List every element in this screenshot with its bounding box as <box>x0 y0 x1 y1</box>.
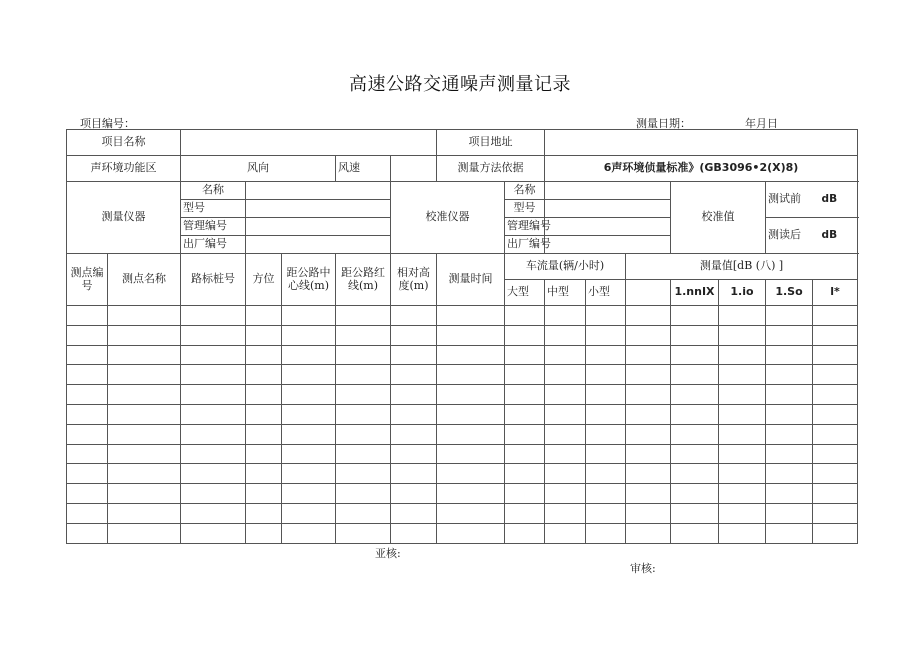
table-cell[interactable] <box>67 365 108 385</box>
table-cell[interactable] <box>437 306 505 326</box>
table-cell[interactable] <box>505 385 545 405</box>
table-cell[interactable] <box>108 365 181 385</box>
table-cell[interactable] <box>282 385 336 405</box>
table-cell[interactable] <box>813 404 858 424</box>
instrument-field: 管理编号 <box>181 218 246 236</box>
table-cell[interactable] <box>336 523 391 543</box>
col-traffic-medium: 中型 <box>545 280 586 306</box>
calib-before-label: 测试前 <box>768 192 801 206</box>
table-cell[interactable] <box>671 404 719 424</box>
table-cell[interactable] <box>505 365 545 385</box>
table-cell[interactable] <box>108 325 181 345</box>
table-cell[interactable] <box>391 484 437 504</box>
table-cell[interactable] <box>813 345 858 365</box>
table-row <box>67 365 858 385</box>
table-cell[interactable] <box>181 385 246 405</box>
table-cell[interactable] <box>246 306 282 326</box>
table-cell[interactable] <box>282 365 336 385</box>
calib-instrument-value[interactable] <box>545 200 671 218</box>
table-cell[interactable] <box>586 404 626 424</box>
table-cell[interactable] <box>391 404 437 424</box>
table-cell[interactable] <box>719 325 766 345</box>
table-cell[interactable] <box>282 444 336 464</box>
table-cell[interactable] <box>545 484 586 504</box>
table-cell[interactable] <box>586 345 626 365</box>
table-cell[interactable] <box>437 503 505 523</box>
col-measured-sub: 1.nnIX <box>671 280 719 306</box>
calib-instrument-value[interactable] <box>545 236 671 254</box>
calib-before[interactable] <box>766 182 858 218</box>
table-cell[interactable] <box>766 444 813 464</box>
table-cell[interactable] <box>766 503 813 523</box>
table-cell[interactable] <box>671 484 719 504</box>
table-cell[interactable] <box>181 523 246 543</box>
table-cell[interactable] <box>181 464 246 484</box>
calib-after-unit: dB <box>821 229 838 242</box>
table-cell[interactable] <box>719 365 766 385</box>
table-cell[interactable] <box>67 484 108 504</box>
instrument-field: 名称 <box>181 182 246 200</box>
calib-after-label: 测读后 <box>768 228 801 242</box>
table-cell[interactable] <box>282 464 336 484</box>
table-cell[interactable] <box>545 444 586 464</box>
table-cell[interactable] <box>108 306 181 326</box>
table-cell[interactable] <box>246 484 282 504</box>
table-cell[interactable] <box>766 404 813 424</box>
table-cell[interactable] <box>671 424 719 444</box>
table-cell[interactable] <box>766 484 813 504</box>
table-cell[interactable] <box>67 444 108 464</box>
table-cell[interactable] <box>336 484 391 504</box>
table-cell[interactable] <box>246 424 282 444</box>
table-cell[interactable] <box>437 424 505 444</box>
table-cell[interactable] <box>766 306 813 326</box>
table-cell[interactable] <box>586 484 626 504</box>
table-cell[interactable] <box>626 523 671 543</box>
table-cell[interactable] <box>626 444 671 464</box>
table-cell[interactable] <box>181 444 246 464</box>
table-cell[interactable] <box>813 325 858 345</box>
table-cell[interactable] <box>437 523 505 543</box>
table-cell[interactable] <box>336 424 391 444</box>
table-cell[interactable] <box>108 404 181 424</box>
table-cell[interactable] <box>505 484 545 504</box>
table-cell[interactable] <box>181 484 246 504</box>
table-cell[interactable] <box>586 503 626 523</box>
table-cell[interactable] <box>181 404 246 424</box>
table-cell[interactable] <box>181 424 246 444</box>
table-cell[interactable] <box>505 424 545 444</box>
calib-instrument-value[interactable] <box>545 218 671 236</box>
table-cell[interactable] <box>766 365 813 385</box>
table-row <box>67 385 858 405</box>
table-cell[interactable] <box>626 404 671 424</box>
table-cell[interactable] <box>246 325 282 345</box>
table-cell[interactable] <box>671 523 719 543</box>
calib-instrument-field: 型号 <box>505 200 545 218</box>
wind-speed-label: 风速 <box>336 156 391 182</box>
table-cell[interactable] <box>671 365 719 385</box>
table-cell[interactable] <box>108 345 181 365</box>
table-cell[interactable] <box>719 345 766 365</box>
calib-instrument-field: 名称 <box>505 182 545 200</box>
table-cell[interactable] <box>545 325 586 345</box>
table-cell[interactable] <box>719 424 766 444</box>
col-measured-sub: 1.io <box>719 280 766 306</box>
table-cell[interactable] <box>813 464 858 484</box>
measure-date-label: 测量日期： <box>636 117 691 130</box>
table-cell[interactable] <box>246 464 282 484</box>
table-cell[interactable] <box>336 503 391 523</box>
table-cell[interactable] <box>505 404 545 424</box>
calib-after[interactable] <box>766 218 858 254</box>
table-cell[interactable] <box>181 325 246 345</box>
table-cell[interactable] <box>626 464 671 484</box>
table-cell[interactable] <box>545 404 586 424</box>
table-cell[interactable] <box>505 503 545 523</box>
calib-value-label: 校准值 <box>671 182 766 254</box>
table-cell[interactable] <box>505 523 545 543</box>
project-address-value[interactable] <box>545 130 858 156</box>
calib-instrument-value[interactable] <box>545 182 671 200</box>
wind-direction-label: 风向 <box>181 156 336 182</box>
table-cell[interactable] <box>67 464 108 484</box>
table-cell[interactable] <box>391 523 437 543</box>
instrument-field: 出厂编号 <box>181 236 246 254</box>
date-format-label: 年月日 <box>745 117 778 130</box>
table-cell[interactable] <box>282 503 336 523</box>
table-cell[interactable] <box>67 523 108 543</box>
calib-instrument-label: 校准仪器 <box>391 182 505 254</box>
table-cell[interactable] <box>282 306 336 326</box>
table-cell[interactable] <box>391 365 437 385</box>
table-cell[interactable] <box>246 365 282 385</box>
table-cell[interactable] <box>813 484 858 504</box>
col-measured-sub: l* <box>813 280 858 306</box>
col-rel-height: 相对高度(m) <box>391 254 437 306</box>
table-cell[interactable] <box>181 306 246 326</box>
table-cell[interactable] <box>108 523 181 543</box>
table-row <box>67 503 858 523</box>
table-cell[interactable] <box>766 325 813 345</box>
instrument-field: 型号 <box>181 200 246 218</box>
table-cell[interactable] <box>545 424 586 444</box>
col-dist-redline: 距公路红线(m) <box>336 254 391 306</box>
table-cell[interactable] <box>671 503 719 523</box>
table-cell[interactable] <box>67 424 108 444</box>
table-cell[interactable] <box>67 325 108 345</box>
page-title: 高速公路交通噪声测量记录 <box>349 74 571 95</box>
table-cell[interactable] <box>108 424 181 444</box>
project-number-label: 项目编号： <box>80 117 135 130</box>
table-cell[interactable] <box>336 365 391 385</box>
table-cell[interactable] <box>391 345 437 365</box>
table-cell[interactable] <box>505 325 545 345</box>
table-cell[interactable] <box>719 503 766 523</box>
instrument-label: 测量仪器 <box>67 182 181 254</box>
review1-label: 亚核: <box>375 547 401 560</box>
table-cell[interactable] <box>181 503 246 523</box>
col-dist-center: 距公路中心线(m) <box>282 254 336 306</box>
table-cell[interactable] <box>719 404 766 424</box>
table-cell[interactable] <box>108 503 181 523</box>
table-cell[interactable] <box>437 464 505 484</box>
table-cell[interactable] <box>437 484 505 504</box>
method-label: 测量方法依据 <box>437 156 545 182</box>
table-cell[interactable] <box>626 424 671 444</box>
table-cell[interactable] <box>545 306 586 326</box>
table-cell[interactable] <box>719 464 766 484</box>
col-traffic: 车流量(辆/小时) <box>505 254 626 280</box>
table-row <box>67 523 858 543</box>
table-cell[interactable] <box>626 503 671 523</box>
table-cell[interactable] <box>719 484 766 504</box>
table-cell[interactable] <box>586 385 626 405</box>
table-cell[interactable] <box>671 345 719 365</box>
table-row <box>67 464 858 484</box>
table-cell[interactable] <box>181 345 246 365</box>
table-cell[interactable] <box>437 365 505 385</box>
table-cell[interactable] <box>67 345 108 365</box>
instrument-value[interactable] <box>246 218 391 236</box>
table-cell[interactable] <box>586 365 626 385</box>
table-row <box>67 345 858 365</box>
table-cell[interactable] <box>282 424 336 444</box>
table-cell[interactable] <box>813 503 858 523</box>
table-cell[interactable] <box>505 306 545 326</box>
table-cell[interactable] <box>545 503 586 523</box>
table-cell[interactable] <box>246 385 282 405</box>
table-cell[interactable] <box>671 385 719 405</box>
table-cell[interactable] <box>246 523 282 543</box>
table-row <box>67 424 858 444</box>
table-cell[interactable] <box>545 523 586 543</box>
calib-instrument-field: 出厂编号 <box>505 236 545 254</box>
col-time: 测量时间 <box>437 254 505 306</box>
table-cell[interactable] <box>336 325 391 345</box>
table-cell[interactable] <box>671 306 719 326</box>
table-cell[interactable] <box>626 325 671 345</box>
table-cell[interactable] <box>181 365 246 385</box>
table-cell[interactable] <box>813 306 858 326</box>
function-zone-label: 声环境功能区 <box>67 156 181 182</box>
table-cell[interactable] <box>391 306 437 326</box>
table-cell[interactable] <box>336 345 391 365</box>
table-cell[interactable] <box>626 365 671 385</box>
table-cell[interactable] <box>545 385 586 405</box>
table-cell[interactable] <box>813 424 858 444</box>
table-cell[interactable] <box>813 365 858 385</box>
table-cell[interactable] <box>282 523 336 543</box>
table-cell[interactable] <box>813 523 858 543</box>
table-cell[interactable] <box>336 444 391 464</box>
table-cell[interactable] <box>505 444 545 464</box>
col-traffic-large: 大型 <box>505 280 545 306</box>
table-cell[interactable] <box>766 424 813 444</box>
table-cell[interactable] <box>246 345 282 365</box>
calib-before-unit: dB <box>821 193 838 206</box>
table-cell[interactable] <box>437 325 505 345</box>
table-cell[interactable] <box>437 385 505 405</box>
project-name-label: 项目名称 <box>67 130 181 156</box>
table-cell[interactable] <box>282 325 336 345</box>
table-cell[interactable] <box>391 444 437 464</box>
table-cell[interactable] <box>437 404 505 424</box>
table-cell[interactable] <box>391 503 437 523</box>
table-cell[interactable] <box>626 345 671 365</box>
table-cell[interactable] <box>586 325 626 345</box>
review2-label: 审核: <box>630 562 656 575</box>
table-row <box>67 325 858 345</box>
table-row <box>67 444 858 464</box>
instrument-value[interactable] <box>246 182 391 200</box>
table-cell[interactable] <box>586 424 626 444</box>
table-cell[interactable] <box>336 306 391 326</box>
table-cell[interactable] <box>505 345 545 365</box>
table-cell[interactable] <box>282 404 336 424</box>
table-cell[interactable] <box>67 503 108 523</box>
col-traffic-small: 小型 <box>586 280 626 306</box>
table-cell[interactable] <box>336 404 391 424</box>
col-measured-sub: 1.So <box>766 280 813 306</box>
table-cell[interactable] <box>67 306 108 326</box>
table-cell[interactable] <box>766 464 813 484</box>
table-cell[interactable] <box>391 424 437 444</box>
table-cell[interactable] <box>505 464 545 484</box>
project-name-value[interactable] <box>181 130 437 156</box>
col-milestone: 路标桩号 <box>181 254 246 306</box>
table-cell[interactable] <box>108 484 181 504</box>
table-cell[interactable] <box>586 444 626 464</box>
table-cell[interactable] <box>626 484 671 504</box>
table-cell[interactable] <box>626 385 671 405</box>
table-cell[interactable] <box>545 464 586 484</box>
table-cell[interactable] <box>626 306 671 326</box>
table-cell[interactable] <box>671 444 719 464</box>
table-cell[interactable] <box>719 523 766 543</box>
table-cell[interactable] <box>586 523 626 543</box>
table-cell[interactable] <box>282 484 336 504</box>
table-cell[interactable] <box>246 404 282 424</box>
table-cell[interactable] <box>671 325 719 345</box>
table-cell[interactable] <box>671 464 719 484</box>
table-cell[interactable] <box>67 404 108 424</box>
table-cell[interactable] <box>391 464 437 484</box>
table-row <box>67 404 858 424</box>
table-cell[interactable] <box>813 385 858 405</box>
method-standard: 6声环境侦量标准》(GB3096•2(X)8) <box>545 156 858 182</box>
table-cell[interactable] <box>282 345 336 365</box>
table-cell[interactable] <box>108 444 181 464</box>
instrument-value[interactable] <box>246 200 391 218</box>
table-row <box>67 306 858 326</box>
table-cell[interactable] <box>437 444 505 464</box>
instrument-value[interactable] <box>246 236 391 254</box>
table-cell[interactable] <box>391 325 437 345</box>
col-point-name: 测点名称 <box>108 254 181 306</box>
col-direction: 方位 <box>246 254 282 306</box>
table-cell[interactable] <box>719 385 766 405</box>
wind-speed-value[interactable] <box>391 156 437 182</box>
table-cell[interactable] <box>391 385 437 405</box>
project-address-label: 项目地址 <box>437 130 545 156</box>
table-cell[interactable] <box>336 464 391 484</box>
table-cell[interactable] <box>108 464 181 484</box>
table-cell[interactable] <box>719 444 766 464</box>
table-cell[interactable] <box>586 306 626 326</box>
col-point-no: 测点编号 <box>67 254 108 306</box>
noise-record-table <box>66 129 858 544</box>
table-row <box>67 484 858 504</box>
table-cell[interactable] <box>67 385 108 405</box>
table-cell[interactable] <box>108 385 181 405</box>
table-cell[interactable] <box>813 444 858 464</box>
table-cell[interactable] <box>719 306 766 326</box>
table-cell[interactable] <box>545 365 586 385</box>
col-measured: 测量值[dB (八) ] <box>626 254 858 280</box>
col-measured-blank <box>626 280 671 306</box>
calib-instrument-field: 管理编号 <box>505 218 545 236</box>
table-cell[interactable] <box>766 345 813 365</box>
table-cell[interactable] <box>336 385 391 405</box>
table-cell[interactable] <box>766 385 813 405</box>
table-cell[interactable] <box>437 345 505 365</box>
table-cell[interactable] <box>545 345 586 365</box>
table-cell[interactable] <box>586 464 626 484</box>
table-cell[interactable] <box>246 503 282 523</box>
table-cell[interactable] <box>766 523 813 543</box>
table-cell[interactable] <box>246 444 282 464</box>
